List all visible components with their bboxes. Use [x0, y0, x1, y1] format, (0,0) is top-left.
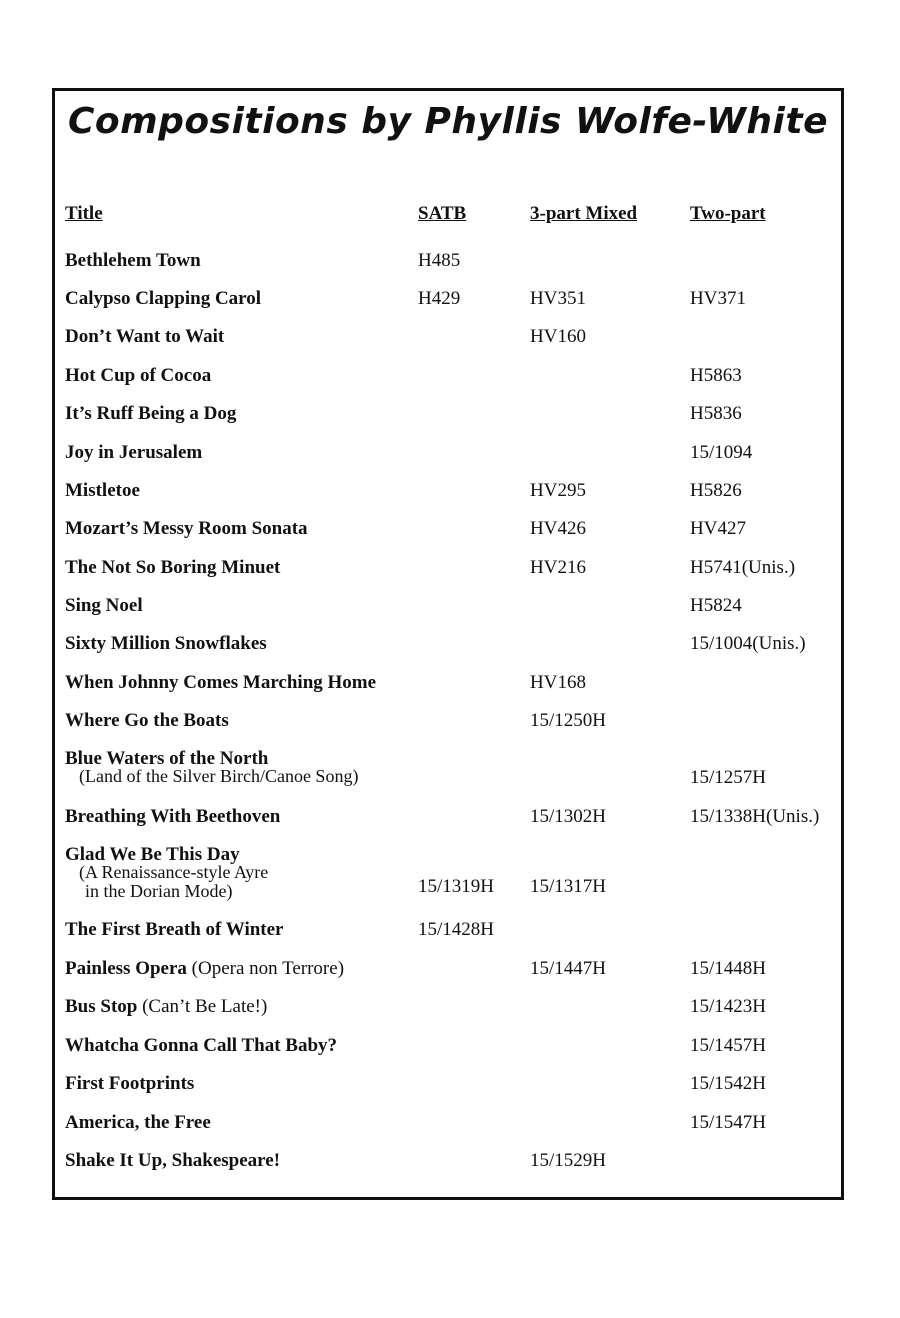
two-part-value: 15/1547H — [690, 1112, 766, 1133]
two-part-value: H5824 — [690, 595, 742, 616]
satb-value: H485 — [418, 250, 461, 271]
composition-title — [65, 634, 267, 654]
title-text: Whatcha Gonna Call That Baby? — [65, 1035, 338, 1056]
title-subtitle: (A Renaissance-style Ayre — [79, 862, 269, 882]
composition-title — [65, 1151, 280, 1171]
column-header-satb: SATB — [418, 203, 467, 224]
composition-title — [65, 596, 143, 616]
title-text: Shake It Up, Shakespeare! — [65, 1150, 281, 1171]
three-part-mixed-value: HV216 — [530, 557, 586, 578]
title-text: Hot Cup of Cocoa — [65, 365, 212, 386]
composition-title — [65, 673, 376, 693]
title-text: America, the Free — [65, 1112, 211, 1133]
three-part-mixed-value: 15/1317H — [530, 876, 606, 897]
two-part-value: HV371 — [690, 288, 746, 309]
two-part-value: H5826 — [690, 480, 742, 501]
title-subtitle-line2: in the Dorian Mode) — [85, 881, 233, 901]
two-part-value: 15/1338H(Unis.) — [690, 806, 820, 827]
title-subtitle: (Land of the Silver Birch/Canoe Song) — [79, 766, 359, 786]
page-title: Compositions by Phyllis Wolfe-White — [67, 101, 829, 142]
two-part-value: 15/1457H — [690, 1035, 766, 1056]
composition-title — [65, 404, 236, 424]
column-header-title: Title — [65, 203, 103, 224]
title-text: Breathing With Beethoven — [65, 806, 281, 827]
three-part-mixed-value: 15/1250H — [530, 710, 606, 731]
composition-title — [65, 366, 211, 386]
three-part-mixed-value: HV351 — [530, 288, 586, 309]
composition-title — [65, 1074, 194, 1094]
satb-value: 15/1319H — [418, 876, 494, 897]
two-part-value: 15/1423H — [690, 996, 766, 1017]
composition-title — [65, 807, 280, 827]
composition-title — [65, 558, 280, 578]
composition-title — [65, 959, 344, 979]
three-part-mixed-value: HV168 — [530, 672, 586, 693]
three-part-mixed-value: 15/1447H — [530, 958, 606, 979]
title-text: Calypso Clapping Carol — [65, 288, 262, 309]
composition-title — [65, 289, 261, 309]
title-subtitle: (Opera non Terrore) — [191, 958, 345, 979]
column-header-two-part: Two-part — [690, 203, 766, 224]
column-header-3-part-mixed: 3-part Mixed — [530, 203, 638, 224]
title-text: The First Breath of Winter — [65, 919, 284, 940]
title-text: Joy in Jerusalem — [65, 442, 203, 463]
two-part-value: 15/1004(Unis.) — [690, 633, 806, 654]
composition-title — [65, 920, 283, 940]
three-part-mixed-value: 15/1529H — [530, 1150, 606, 1171]
composition-title — [65, 711, 229, 731]
title-text: Mistletoe — [65, 480, 140, 501]
composition-title — [65, 1113, 211, 1133]
title-text: Bethlehem Town — [65, 250, 201, 271]
title-text: When Johnny Comes Marching Home — [65, 672, 377, 693]
two-part-value: 15/1542H — [690, 1073, 766, 1094]
composition-title — [65, 443, 202, 463]
title-text: Where Go the Boats — [65, 710, 229, 731]
title-text: Sing Noel — [65, 595, 143, 616]
title-text: Bus Stop — [65, 996, 138, 1017]
compositions-frame — [52, 88, 844, 1200]
two-part-value: 15/1094 — [690, 442, 753, 463]
composition-title — [65, 519, 308, 539]
satb-value: 15/1428H — [418, 919, 494, 940]
two-part-value: 15/1448H — [690, 958, 766, 979]
two-part-value: 15/1257H — [690, 767, 766, 788]
three-part-mixed-value: HV160 — [530, 326, 586, 347]
two-part-value: H5836 — [690, 403, 742, 424]
composition-title — [65, 327, 224, 347]
composition-title — [65, 997, 267, 1017]
three-part-mixed-value: HV426 — [530, 518, 586, 539]
title-text: Don’t Want to Wait — [65, 326, 225, 347]
composition-title — [65, 251, 201, 271]
composition-title — [65, 481, 140, 501]
title-text: It’s Ruff Being a Dog — [65, 403, 237, 424]
title-text: Sixty Million Snowflakes — [65, 633, 267, 654]
title-text: Glad We Be This Day — [65, 844, 240, 865]
title-text: Painless Opera — [65, 958, 187, 979]
two-part-value: HV427 — [690, 518, 746, 539]
title-text: The Not So Boring Minuet — [65, 557, 281, 578]
satb-value: H429 — [418, 288, 461, 309]
two-part-value: H5863 — [690, 365, 742, 386]
title-text: First Footprints — [65, 1073, 195, 1094]
title-text: Blue Waters of the North — [65, 748, 269, 769]
title-subtitle: (Can’t Be Late!) — [142, 996, 268, 1017]
three-part-mixed-value: 15/1302H — [530, 806, 606, 827]
three-part-mixed-value: HV295 — [530, 480, 586, 501]
two-part-value: H5741(Unis.) — [690, 557, 796, 578]
composition-title — [65, 1036, 337, 1056]
title-text: Mozart’s Messy Room Sonata — [65, 518, 308, 539]
